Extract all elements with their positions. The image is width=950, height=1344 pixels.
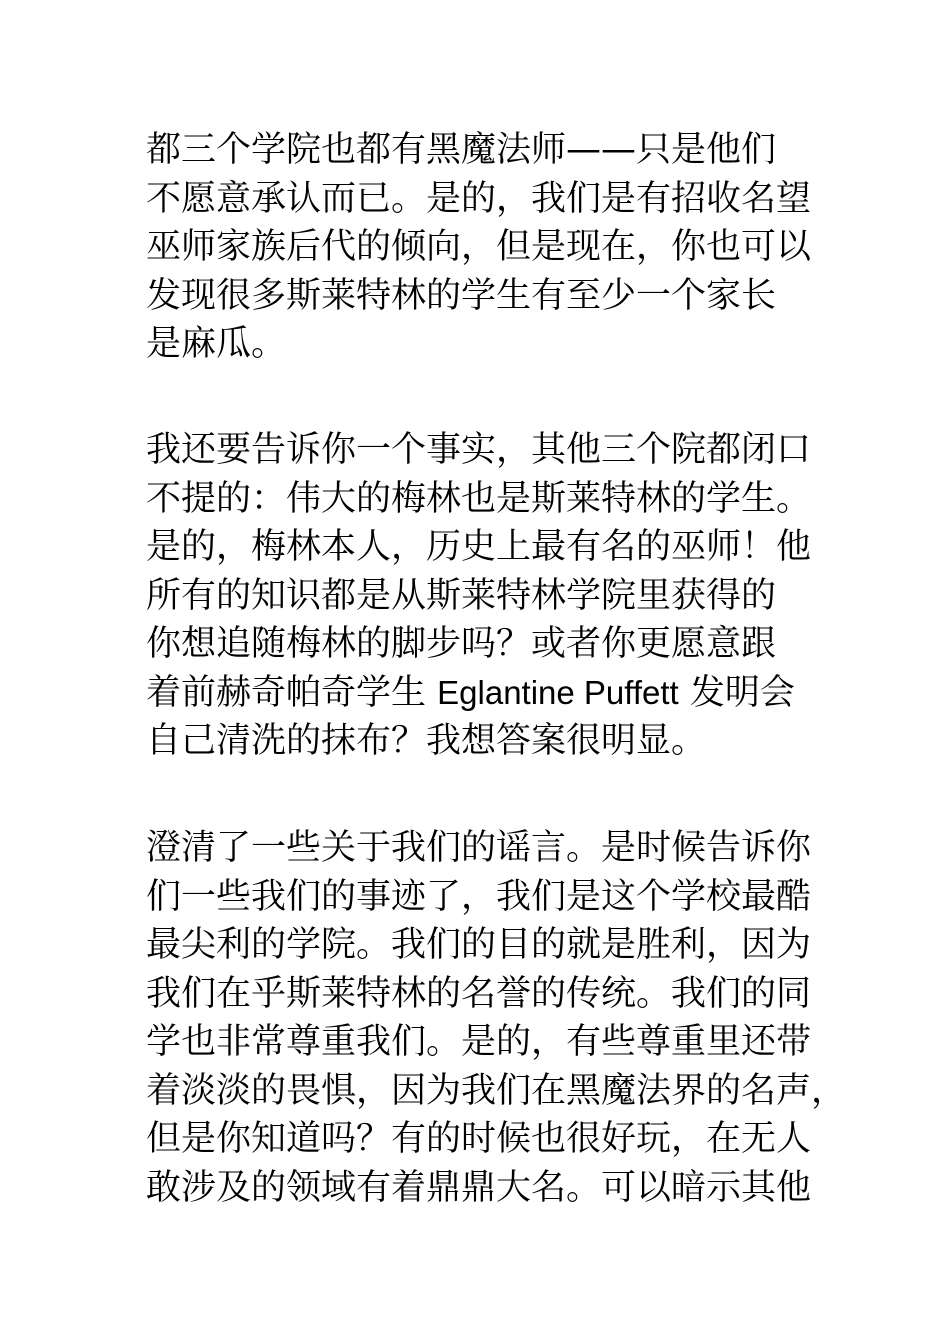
paragraph-3: [146, 824, 847, 1212]
text-line: 但是你知道吗？有的时候也很好玩，在无人: [146, 1119, 812, 1159]
person-name: Eglantine Puffett: [437, 673, 679, 711]
text-line: 敢涉及的领域有着鼎鼎大名。可以暗示其他: [146, 1167, 812, 1208]
text-line: 着淡淡的畏惧，因为我们在黑魔法界的名声，: [146, 1070, 847, 1111]
text-line: 不愿意承认而已。是的，我们是有招收名望: [146, 178, 812, 219]
text-line: 自己清洗的抹布？我想答案很明显。: [146, 721, 707, 761]
text-line: 学也非常尊重我们。是的，有些尊重里还带: [146, 1022, 812, 1062]
text-line: 你想追随梅林的脚步吗？或者你更愿意跟: [146, 624, 777, 664]
text-line: 们一些我们的事迹了，我们是这个学校最酷: [146, 876, 812, 917]
text-line: 所有的知识都是从斯莱特林学院里获得的: [146, 575, 777, 616]
text-segment: 发明会: [678, 672, 795, 713]
text-line-mixed: [146, 669, 826, 718]
paragraph-2: [146, 426, 826, 766]
text-line: 我们在乎斯莱特林的名誉的传统。我们的同: [146, 973, 812, 1014]
text-line: 澄清了一些关于我们的谣言。是时候告诉你: [146, 828, 812, 868]
text-segment: 着前赫奇帕奇学生: [146, 672, 438, 713]
text-line: 是麻瓜。: [146, 324, 287, 364]
text-line: 是的，梅林本人，历史上最有名的巫师！他: [146, 527, 812, 567]
text-line: 最尖利的学院。我们的目的就是胜利，因为: [146, 925, 812, 965]
text-line: 不提的：伟大的梅林也是斯莱特林的学生。: [146, 478, 812, 519]
text-line: 巫师家族后代的倾向，但是现在，你也可以: [146, 227, 812, 267]
text-line: 发现很多斯莱特林的学生有至少一个家长: [146, 275, 777, 316]
text-line: 我还要告诉你一个事实，其他三个院都闭口: [146, 430, 812, 470]
text-line: 都三个学院也都有黑魔法师——只是他们: [146, 130, 777, 170]
paragraph-1: [146, 126, 826, 369]
